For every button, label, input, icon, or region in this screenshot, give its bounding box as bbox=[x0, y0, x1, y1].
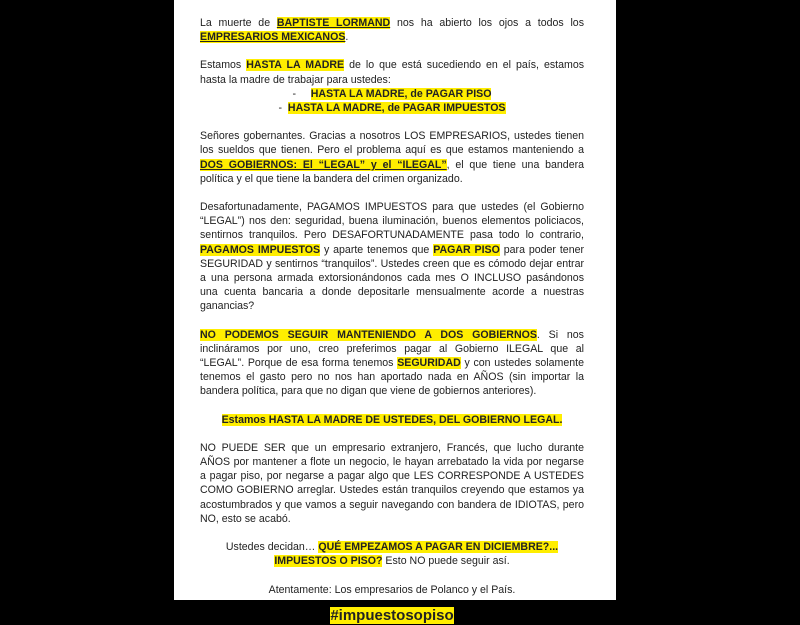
paragraph-dos-gobiernos bbox=[200, 328, 584, 399]
text-run: Ustedes decidan… bbox=[225, 541, 319, 554]
highlight-bullet: HASTA LA MADRE, de PAGAR IMPUESTOS bbox=[287, 102, 506, 115]
highlight-no-podemos: NO PODEMOS SEGUIR MANTENIENDO A DOS GOBIERNOS bbox=[200, 328, 537, 341]
text-run: Desafortunadamente, PAGAMOS IMPUESTOS para que ustedes (el Gobierno “LEGAL”) nos den: seguridad, buena iluminación, buenos elementos policiacos, sentirnos tranquilos. Pero DESAFORTUNADAMENTE pasa todo lo contrario, bbox=[200, 201, 584, 242]
text-run: y aparte tenemos que bbox=[320, 243, 434, 256]
text-run: de lo que está sucediendo en el país, estamos hasta la madre de trabajar para ustedes: bbox=[200, 59, 585, 86]
document-page bbox=[174, 0, 616, 624]
text-run: Estamos bbox=[200, 59, 247, 72]
paragraph-gobierno-legal bbox=[200, 413, 584, 427]
highlight-question: QUÉ EMPEZAMOS A PAGAR EN DICIEMBRE?... IMPUESTOS O PISO? bbox=[274, 541, 559, 568]
paragraph-decidan bbox=[200, 540, 584, 568]
highlight-hasta-la-madre: HASTA LA MADRE bbox=[246, 59, 345, 72]
paragraph-empresario bbox=[200, 441, 584, 526]
paragraph-impuestos bbox=[200, 200, 584, 314]
highlight-seguridad: SEGURIDAD bbox=[397, 357, 461, 370]
hashtag bbox=[200, 607, 584, 625]
text-run: . Si nos inclináramos por uno, creo preferimos pagar al Gobierno ILEGAL que al “LEGAL”. Porque de esa forma tenemos bbox=[200, 328, 584, 370]
bullet-item bbox=[200, 87, 584, 101]
text-run: , el que tiene una bandera política y el que tiene la bandera del crimen organizado. bbox=[200, 158, 585, 185]
letter-body bbox=[200, 16, 584, 625]
paragraph-gobernantes bbox=[200, 129, 584, 186]
highlight-dos-gobiernos: DOS GOBIERNOS: El “LEGAL” y el “ILEGAL” bbox=[200, 158, 447, 171]
highlight-pagamos-impuestos: PAGAMOS IMPUESTOS bbox=[200, 243, 321, 256]
paragraph-intro bbox=[200, 16, 584, 44]
text-run: NO PUEDE SER que un empresario extranjero, Francés, que lucho durante AÑOS por mantener a flote un negocio, le hayan arrebatado la vida por negarse a pagar piso, por negarse a pagar algo que LES CORRESPONDE A USTEDES COMO GOBIERNO arreglar. Ustedes están tranquilos creyendo que estamos ya acostumbrados y que vamos a seguir navegando con bandera de IDIOTAS, pero NO, esto se acabó. bbox=[200, 441, 584, 525]
highlight-empresarios: EMPRESARIOS MEXICANOS bbox=[200, 31, 346, 44]
paragraph-hasta-la-madre bbox=[200, 58, 584, 86]
text-run: . bbox=[345, 31, 349, 44]
highlight-bullet: HASTA LA MADRE, de PAGAR PISO bbox=[310, 87, 492, 100]
highlight-gobierno-legal: Estamos HASTA LA MADRE DE USTEDES, DEL GOBIERNO LEGAL. bbox=[221, 413, 563, 426]
text-run: para poder tener SEGURIDAD y sentirnos “tranquilos”. Ustedes creen que es cómodo dejar entrar a una persona armada extorsionándonos cada mes O INCLUSO pasándonos una cuenta bancaria a donde depositarle mensualmente acorde a nuestras ganancias? bbox=[200, 243, 585, 313]
text-run: La muerte de bbox=[200, 17, 277, 29]
bullet-dash: - bbox=[292, 87, 297, 100]
bullet-dash: - bbox=[278, 102, 283, 115]
text-run: Esto NO puede seguir así. bbox=[382, 555, 510, 568]
text-run: y con ustedes solamente tenemos el gasto pero no nos han aportado nada en AÑOS (sin importar la bandera política, para que no digan que viene de gobiernos anteriores). bbox=[200, 357, 584, 398]
highlight-name: BAPTISTE LORMAND bbox=[276, 17, 391, 29]
text-run: Señores gobernantes. Gracias a nosotros LOS EMPRESARIOS, ustedes tienen los sueldos que tienen. Pero el problema aquí es que estamos manteniendo a bbox=[200, 130, 584, 157]
highlight-pagar-piso: PAGAR PISO bbox=[433, 243, 500, 256]
text-run: nos ha abierto los ojos a todos los bbox=[390, 17, 584, 29]
bullet-item bbox=[200, 101, 584, 115]
highlight-hashtag: #impuestosopiso bbox=[330, 606, 454, 624]
signoff: Atentamente: Los empresarios de Polanco y el País. bbox=[268, 583, 516, 596]
